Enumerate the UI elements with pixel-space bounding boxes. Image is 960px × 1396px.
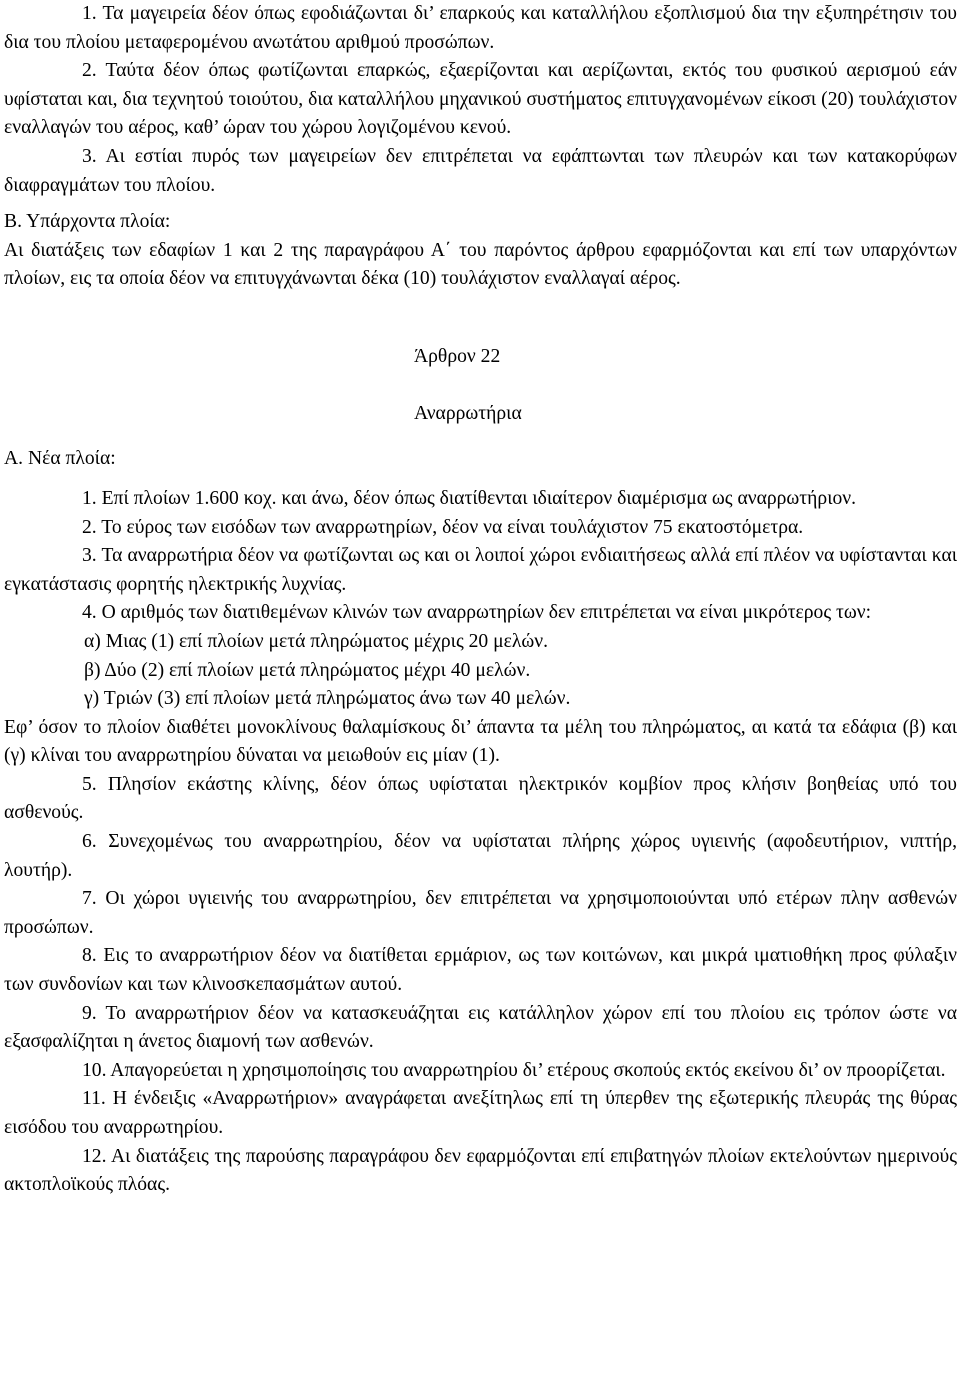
paragraph-galley-equipment: 1. Τα μαγειρεία δέον όπως εφοδιάζωνται δι’ επαρκούς και καταλλήλου εξοπλισμού δια την εξυπηρέτησιν του δια του πλοίου μεταφερομένου ανωτάτου αριθμού προσώπων.	[4, 3, 957, 53]
paragraph-galley-stoves: 3. Αι εστίαι πυρός των μαγειρείων δεν επιτρέπεται να εφάπτωνται των πλευρών και των κατακορύφων διαφραγμάτων του πλοίου.	[4, 145, 957, 196]
item-3: 3. Τα αναρρωτήρια δέον να φωτίζωνται ως και οι λοιποί χώροι ενδιαιτήσεως αλλά επί πλέον να υφίστανται και εγκατάστασις φορητής ηλεκτρικής λυχνίας.	[4, 545, 957, 595]
item-5: 5. Πλησίον εκάστης κλίνης, δέον όπως υφίσταται ηλεκτρικόν κομβίον προς κλήσιν βοηθείας υπό του ασθενούς.	[4, 773, 957, 824]
item-4-note: Εφ’ όσον το πλοίον διαθέτει μονοκλίνους θαλαμίσκους δι’ άπαντα τα μέλη του πληρώματος, αι κατά τα εδάφια (β) και (γ) κλίναι του αναρρωτηρίου δύναται να μειωθούν εις μίαν (1).	[4, 716, 957, 767]
item-1: 1. Επί πλοίων 1.600 κοχ. και άνω, δέον όπως διατίθενται ιδιαίτερον διαμέρισμα ως αναρρωτήριον.	[82, 487, 857, 509]
item-4b: β) Δύο (2) επί πλοίων μετά πληρώματος μέχρι 40 μελών.	[84, 659, 531, 681]
paragraph-galley-ventilation: 2. Ταύτα δέον όπως φωτίζωνται επαρκώς, εξαερίζονται και αερίζωνται, εκτός του φυσικού αερισμού εάν υφίσταται και, δια τεχνητού τοιούτου, δια καταλλήλου μηχανικού συστήματος επιτυγχανομένων είκοσι (20) τουλάχιστον εναλλαγών του αέρος, καθ’ ώραν του χώρου λογιζομένου κενού.	[4, 60, 957, 139]
item-10: 10. Απαγορεύεται η χρησιμοποίησις του αναρρωτηρίου δι’ ετέρους σκοπούς εκτός εκείνου δι’ ον προορίζεται.	[82, 1059, 946, 1081]
section-heading-existing-ships: Β. Υπάρχοντα πλοία:	[4, 211, 171, 233]
item-8: 8. Εις το αναρρωτήριον δέον να διατίθεται ερμάριον, ως των κοιτώνων, και μικρά ιματιοθήκη προς φύλαξιν των συνδονίων και των κλινοσκεπασμάτων αυτού.	[4, 945, 957, 996]
paragraph-existing-ships: Αι διατάξεις των εδαφίων 1 και 2 της παραγράφου Α΄ του παρόντος άρθρου εφαρμόζονται και επί των υπαρχόντων πλοίων, εις τα οποία δέον να επιτυγχάνωνται δέκα (10) τουλάχιστον εναλλαγαί αέρος.	[4, 239, 957, 290]
item-12: 12. Αι διατάξεις της παρούσης παραγράφου δεν εφαρμόζονται επί επιβατηγών πλοίων εκτελούντων ημερινούς ακτοπλοϊκούς πλόας.	[4, 1145, 957, 1196]
article-header	[4, 334, 957, 484]
item-6: 6. Συνεχομένως του αναρρωτηρίου, δέον να υφίσταται πλήρης χώρος υγιεινής (αφοδευτήριον, νιπτήρ, λουτήρ).	[4, 831, 957, 881]
item-9: 9. Το αναρρωτήριον δέον να κατασκευάζηται εις κατάλληλον χώρον επί του πλοίου εις τρόπον ώστε να εξασφαλίζηται η άνετος διαμονή των ασθενών.	[4, 1002, 957, 1053]
item-2: 2. Το εύρος των εισόδων των αναρρωτηρίων, δέον να είναι τουλάχιστον 75 εκατοστόμετρα.	[82, 516, 804, 538]
item-7: 7. Οι χώροι υγιεινής του αναρρωτηρίου, δεν επιτρέπεται να χρησιμοποιούνται υπό ετέρων πλην ασθενών προσώπων.	[4, 888, 957, 938]
item-4a: α) Μιας (1) επί πλοίων μετά πληρώματος μέχρις 20 μελών.	[84, 630, 548, 652]
item-4c: γ) Τριών (3) επί πλοίων μετά πληρώματος άνω των 40 μελών.	[84, 688, 571, 710]
item-4: 4. Ο αριθμός των διατιθεμένων κλινών των αναρρωτηρίων δεν επιτρέπεται να είναι μικρότερος των:	[82, 602, 872, 624]
article-title: Αναρρωτήρια	[414, 402, 522, 424]
section-heading-new-ships: Α. Νέα πλοία:	[4, 447, 116, 469]
article-number: Άρθρον 22	[414, 345, 501, 367]
item-11: 11. Η ένδειξις «Αναρρωτήριον» αναγράφεται ανεξίτηλως επί τη ύπερθεν της εξωτερικής πλευράς της θύρας εισόδου του αναρρωτηρίου.	[4, 1088, 957, 1138]
